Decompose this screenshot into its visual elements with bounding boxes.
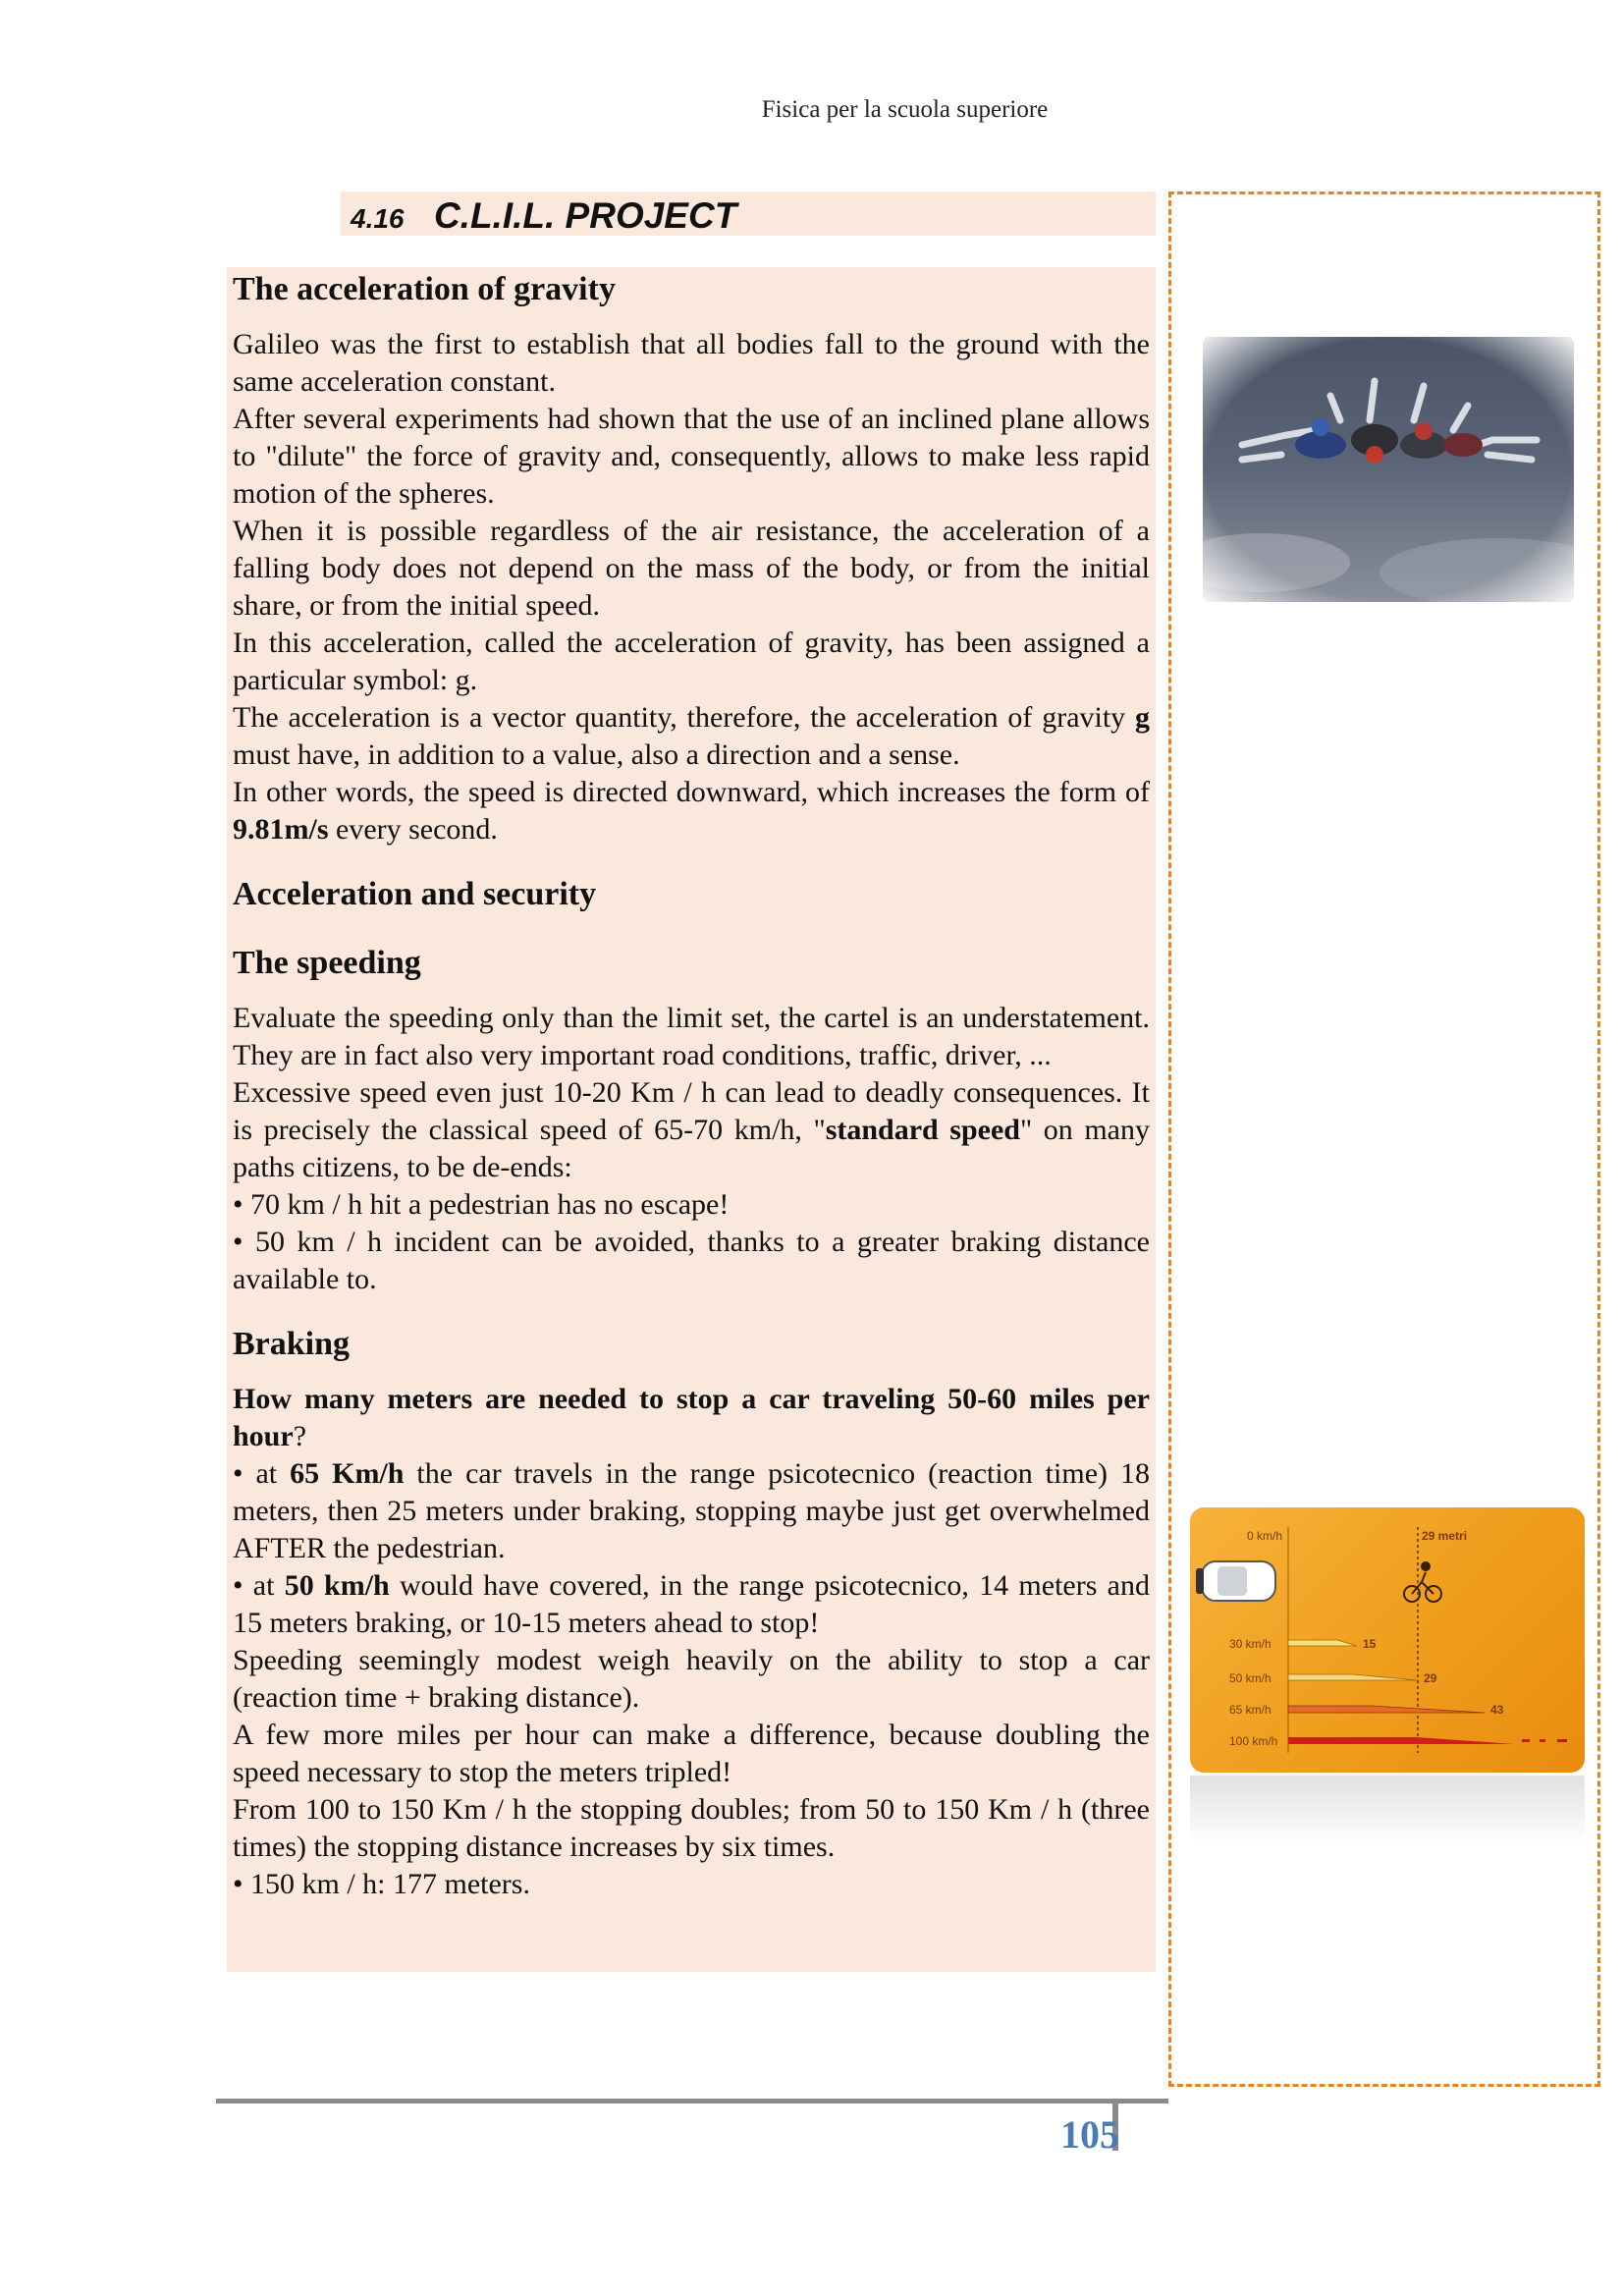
main-content bbox=[227, 267, 1156, 1972]
heading-speeding: The speeding bbox=[233, 945, 421, 981]
stop-value: 43 bbox=[1490, 1703, 1504, 1717]
running-header: Fisica per la scuola superiore bbox=[761, 96, 1049, 123]
origin-label: 0 km/h bbox=[1247, 1529, 1283, 1543]
stop-value: 15 bbox=[1363, 1637, 1377, 1651]
paragraph: Galileo was the first to establish that all bodies fall to the ground with the same acceleration constant. bbox=[233, 328, 1150, 398]
paragraph: From 100 to 150 Km / h the stopping doubles; from 50 to 150 Km / h (three times) the stopping distance increases by six times. bbox=[233, 1793, 1150, 1863]
bullet-item: • 50 km / h incident can be avoided, thanks to a greater braking distance available to. bbox=[233, 1226, 1150, 1295]
braking-distance-figure bbox=[1190, 1507, 1585, 1773]
page-number: 105 bbox=[1060, 2112, 1119, 2157]
braking-question: How many meters are needed to stop a car traveling 50-60 miles per hour? bbox=[233, 1383, 1150, 1452]
paragraph: A few more miles per hour can make a difference, because doubling the speed necessary to stop the meters tripled! bbox=[233, 1719, 1150, 1788]
section-heading bbox=[341, 191, 1156, 236]
paragraph: After several experiments had shown that the use of an inclined plane allows to "dilute" the force of gravity and, consequently, allows to make less rapid motion of the spheres. bbox=[233, 403, 1150, 510]
paragraph-speed: In other words, the speed is directed downward, which increases the form of 9.81m/s every second. bbox=[233, 776, 1150, 846]
bullet-item: • at 65 Km/h the car travels in the range psicotecnico (reaction time) 18 meters, then 25 meters under braking, stopping maybe just get overwhelmed AFTER the pedestrian. bbox=[233, 1457, 1150, 1564]
paragraph-vector: The acceleration is a vector quantity, therefore, the acceleration of gravity g must have, in addition to a value, also a direction and a sense. bbox=[233, 701, 1150, 771]
car-icon bbox=[1196, 1561, 1275, 1601]
paragraph: Excessive speed even just 10-20 Km / h can lead to deadly consequences. It is precisely the classical speed of 65-70 km/h, "standard speed" on many paths citizens, to be de-ends: bbox=[233, 1076, 1150, 1183]
stop-value: 29 bbox=[1424, 1671, 1437, 1685]
heading-security: Acceleration and security bbox=[233, 876, 597, 912]
speed-label: 65 km/h bbox=[1229, 1703, 1271, 1717]
paragraph: Speeding seemingly modest weigh heavily on the ability to stop a car (reaction time + braking distance). bbox=[233, 1644, 1150, 1714]
paragraph: When it is possible regardless of the air resistance, the acceleration of a falling body does not depend on the mass of the body, or from the initial share, or from the initial speed. bbox=[233, 515, 1150, 622]
bullet-item: • at 50 km/h would have covered, in the range psicotecnico, 14 meters and 15 meters braking, or 10-15 meters ahead to stop! bbox=[233, 1569, 1150, 1639]
section-title: C.L.I.L. PROJECT bbox=[433, 195, 737, 236]
figure-reflection bbox=[1190, 1776, 1585, 1844]
speed-label: 100 km/h bbox=[1229, 1734, 1278, 1748]
bullet-item: • 70 km / h hit a pedestrian has no escape! bbox=[233, 1188, 730, 1221]
speed-label: 50 km/h bbox=[1229, 1671, 1271, 1685]
footer-rule bbox=[216, 2099, 1168, 2104]
skydivers-photo bbox=[1203, 337, 1574, 602]
bullet-item: • 150 km / h: 177 meters. bbox=[233, 1868, 530, 1900]
heading-gravity: The acceleration of gravity bbox=[233, 271, 616, 307]
target-label: 29 metri bbox=[1422, 1529, 1468, 1543]
heading-braking: Braking bbox=[233, 1326, 351, 1362]
speed-label: 30 km/h bbox=[1229, 1637, 1271, 1651]
paragraph: Evaluate the speeding only than the limit set, the cartel is an understatement. They are in fact also very important road conditions, traffic, driver, ... bbox=[233, 1002, 1150, 1071]
bicycle-icon bbox=[1404, 1562, 1441, 1602]
paragraph: In this acceleration, called the acceleration of gravity, has been assigned a particular symbol: g. bbox=[233, 627, 1150, 696]
section-number: 4.16 bbox=[351, 203, 405, 234]
